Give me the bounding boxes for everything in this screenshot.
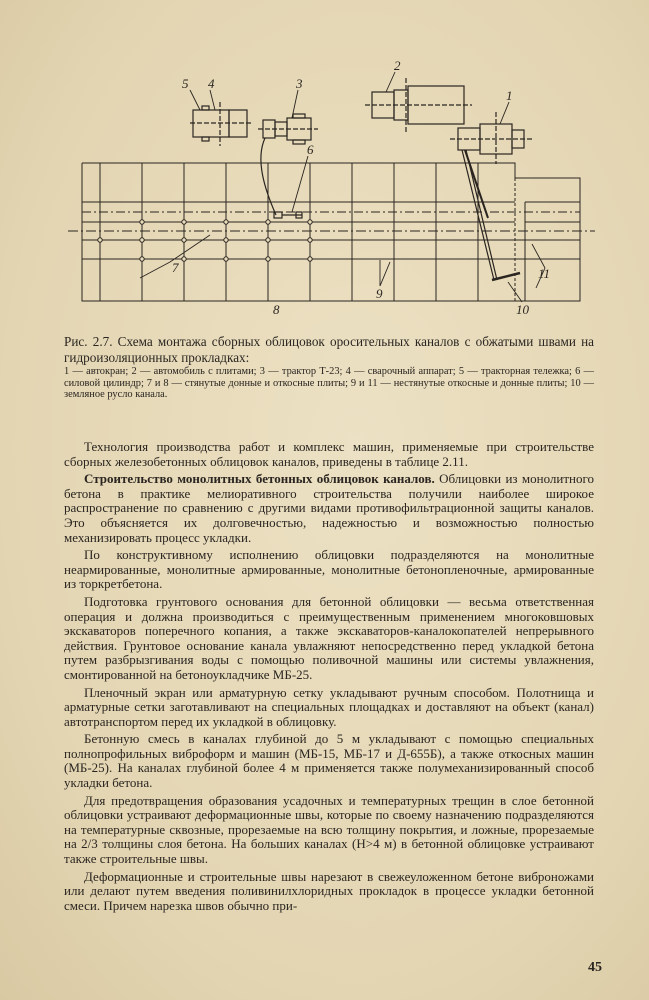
paragraph-film-screen: Пленочный экран или арматурную сетку укладывают ручным способом. Полотнища и арматурные сетки заготавливают на специальных площадках и доставляют на объект (канал) автотранспортом перед их укладкой в облицовку. <box>64 684 594 729</box>
power-cylinder <box>274 212 302 218</box>
figure-channel-assembly-scheme <box>60 50 600 330</box>
paragraph-concrete-mix: Бетонную смесь в каналах глубиной до 5 м укладывают с помощью специальных полнопрофильных виброформ и машин (МБ-15, МБ-17 и Д-655Б), а также откосных машин (МБ-25). На каналах глубиной более 4 м применяется также полумеханизированный способ укладки бетона. <box>64 731 594 791</box>
channel-scheme-drawing <box>60 50 600 330</box>
label-7: 7 <box>172 260 179 275</box>
autocrane <box>450 112 532 280</box>
label-4: 4 <box>208 76 215 91</box>
section-heading-monolithic: Строительство монолитных бетонных облицовок каналов. <box>84 471 435 487</box>
main-text <box>64 440 594 916</box>
paragraph-monolithic <box>64 472 594 545</box>
leader-lines <box>140 72 545 302</box>
figure-legend: 1 — автокран; 2 — автомобиль с плитами; 3 — трактор Т-23; 4 — сварочный аппарат; 5 — тракторная тележка; 6 — силовой цилиндр; 7 и 8 — стянутые донные и откосные плиты; 9 и 11 — нестянутые откосные и донные плиты; 10 — земляное русло канала. <box>64 366 594 400</box>
label-2: 2 <box>394 58 401 73</box>
paragraph-construction-types: По конструктивному исполнению облицовки подразделяются на монолитные неармированные, монолитные армированные, монолитные бетонопленочные, армированные из торкретбетона. <box>64 547 594 592</box>
label-6: 6 <box>307 142 314 157</box>
page-number: 45 <box>588 960 602 975</box>
paragraph-joint-cutting: Деформационные и строительные швы нарезают в свежеуложенном бетоне виброножами или делают путем введения поливинилхлоридных прокладок в процессе укладки бетонной смеси. Причем нарезка швов обычно при- <box>64 868 594 913</box>
label-11: 11 <box>538 266 551 281</box>
channel-outline <box>82 163 580 301</box>
label-9: 9 <box>376 286 383 301</box>
label-10: 10 <box>516 302 529 317</box>
paragraph-deformation-joints: Для предотвращения образования усадочных и температурных трещин в слое бетонной облицовки устраивают деформационные швы, которые по своему назначению подразделяются на температурные сквозные, прорезаемые на всю толщину покрытия, и ложные, прорезаемые на 2/3 толщины слоя бетона. На больших каналах (H>4 м) в бетонной облицовке устраивают также строительные швы. <box>64 792 594 867</box>
paragraph-ground-preparation: Подготовка грунтового основания для бетонной облицовки — весьма ответственная операция и должна производиться с преимущественным применением многоковшовых экскаваторов поперечного копания, а также экскаваторов-каналокопателей непрерывного действия. Грунтовое основание канала увлажняют непосредственно перед укладкой бетона путем разбрызгивания воды с помощью поливочной машины или системы увлажнения, смонтированной на бетоноукладчике МБ-25. <box>64 593 594 682</box>
truck-with-plates <box>365 78 472 134</box>
label-8: 8 <box>273 302 280 317</box>
label-3: 3 <box>296 76 303 91</box>
paragraph-technology: Технология производства работ и комплекс машин, применяемые при строительстве сборных железобетонных облицовок каналов, приведены в таблице 2.11. <box>64 439 594 469</box>
label-1: 1 <box>506 88 513 103</box>
tractor-t23 <box>258 114 318 215</box>
paragraph-monolithic-text: Облицовки из монолитного бетона в практике мелиоративного строительства получили наиболее широкое распространение по сравнению с другими видами противофильтрационной защиты каналов. Это объясняется их долговечностью, надежностью и возможностью полностью механизировать процесс укладки. <box>64 471 594 545</box>
figure-caption: Рис. 2.7. Схема монтажа сборных облицовок оросительных каналов с обжатыми швами на гидроизоляционных прокладках: <box>64 334 594 365</box>
label-5: 5 <box>182 76 189 91</box>
